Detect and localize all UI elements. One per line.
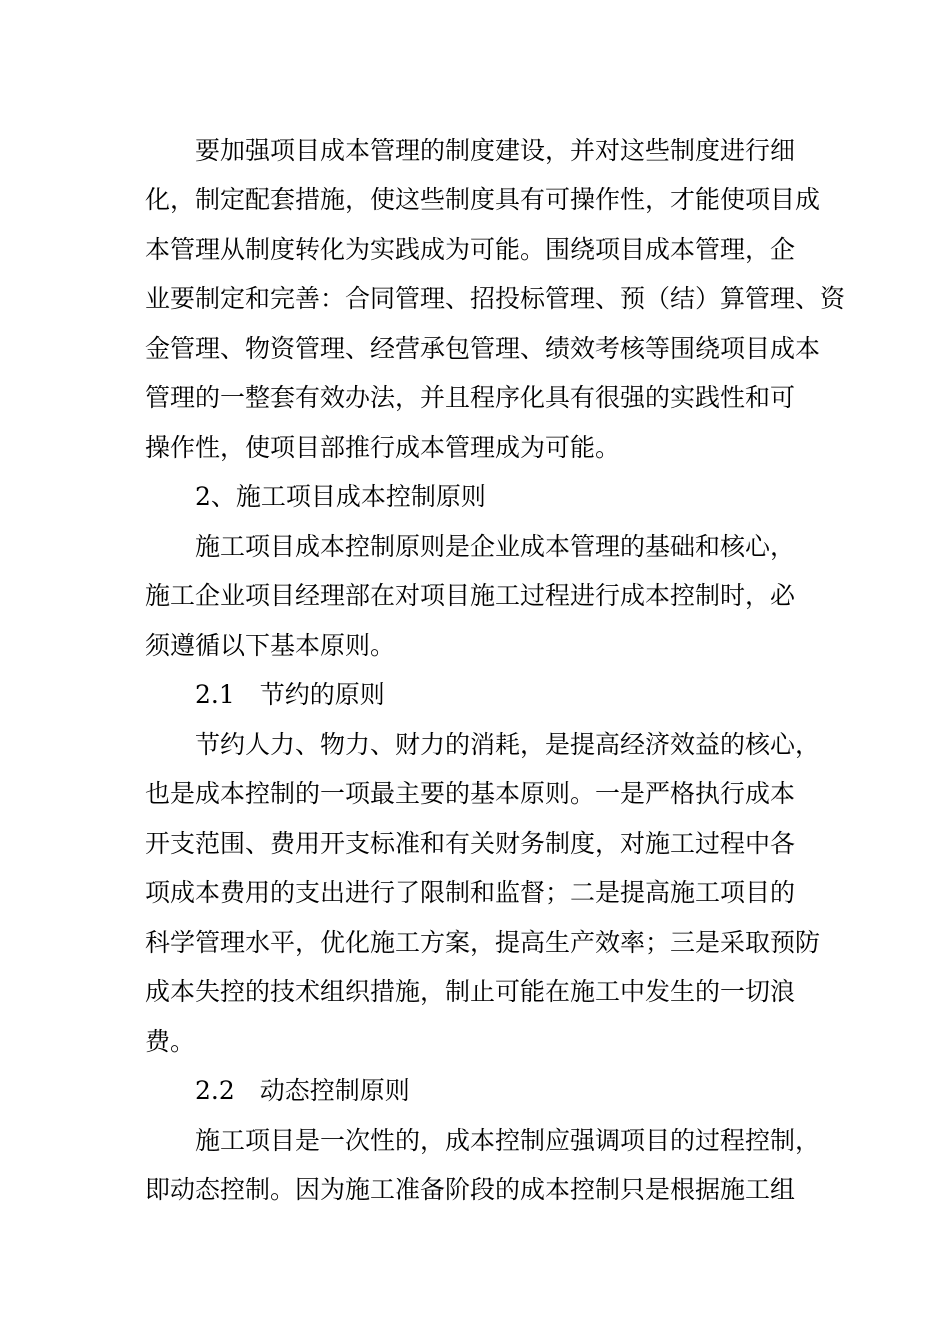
paragraph-line: 管理的一整套有效办法，并且程序化具有很强的实践性和可	[145, 383, 796, 412]
paragraph-line: 科学管理水平，优化施工方案，提高生产效率；三是采取预防	[145, 928, 821, 957]
paragraph-line: 节约人力、物力、财力的消耗，是提高经济效益的核心，	[195, 730, 821, 759]
paragraph-line: 操作性，使项目部推行成本管理成为可能。	[145, 433, 621, 462]
paragraph-line: 金管理、物资管理、经营承包管理、绩效考核等围绕项目成本	[145, 334, 821, 363]
section-heading: 2、施工项目成本控制原则	[195, 482, 486, 511]
paragraph-line: 项成本费用的支出进行了限制和监督；二是提高施工项目的	[145, 878, 796, 907]
paragraph-line: 即动态控制。因为施工准备阶段的成本控制只是根据施工组	[145, 1175, 796, 1204]
paragraph-line: 业要制定和完善：合同管理、招投标管理、预（结）算管理、资	[145, 284, 846, 313]
subsection-heading: 2.2 动态控制原则	[195, 1076, 410, 1105]
paragraph-line: 也是成本控制的一项最主要的基本原则。一是严格执行成本	[145, 779, 796, 808]
paragraph-line: 本管理从制度转化为实践成为可能。围绕项目成本管理，企	[145, 235, 796, 264]
paragraph-line: 要加强项目成本管理的制度建设，并对这些制度进行细	[195, 136, 796, 165]
paragraph-line: 施工企业项目经理部在对项目施工过程进行成本控制时，必	[145, 581, 796, 610]
paragraph-line: 施工项目是一次性的，成本控制应强调项目的过程控制，	[195, 1126, 821, 1155]
subsection-heading: 2.1 节约的原则	[195, 680, 385, 709]
paragraph-line: 化，制定配套措施，使这些制度具有可操作性，才能使项目成	[145, 185, 821, 214]
paragraph-line: 费。	[145, 1027, 196, 1056]
paragraph-line: 施工项目成本控制原则是企业成本管理的基础和核心，	[195, 532, 796, 561]
paragraph-line: 成本失控的技术组织措施，制止可能在施工中发生的一切浪	[145, 977, 796, 1006]
paragraph-line: 开支范围、费用开支标准和有关财务制度，对施工过程中各	[145, 829, 796, 858]
paragraph-line: 须遵循以下基本原则。	[145, 631, 396, 660]
